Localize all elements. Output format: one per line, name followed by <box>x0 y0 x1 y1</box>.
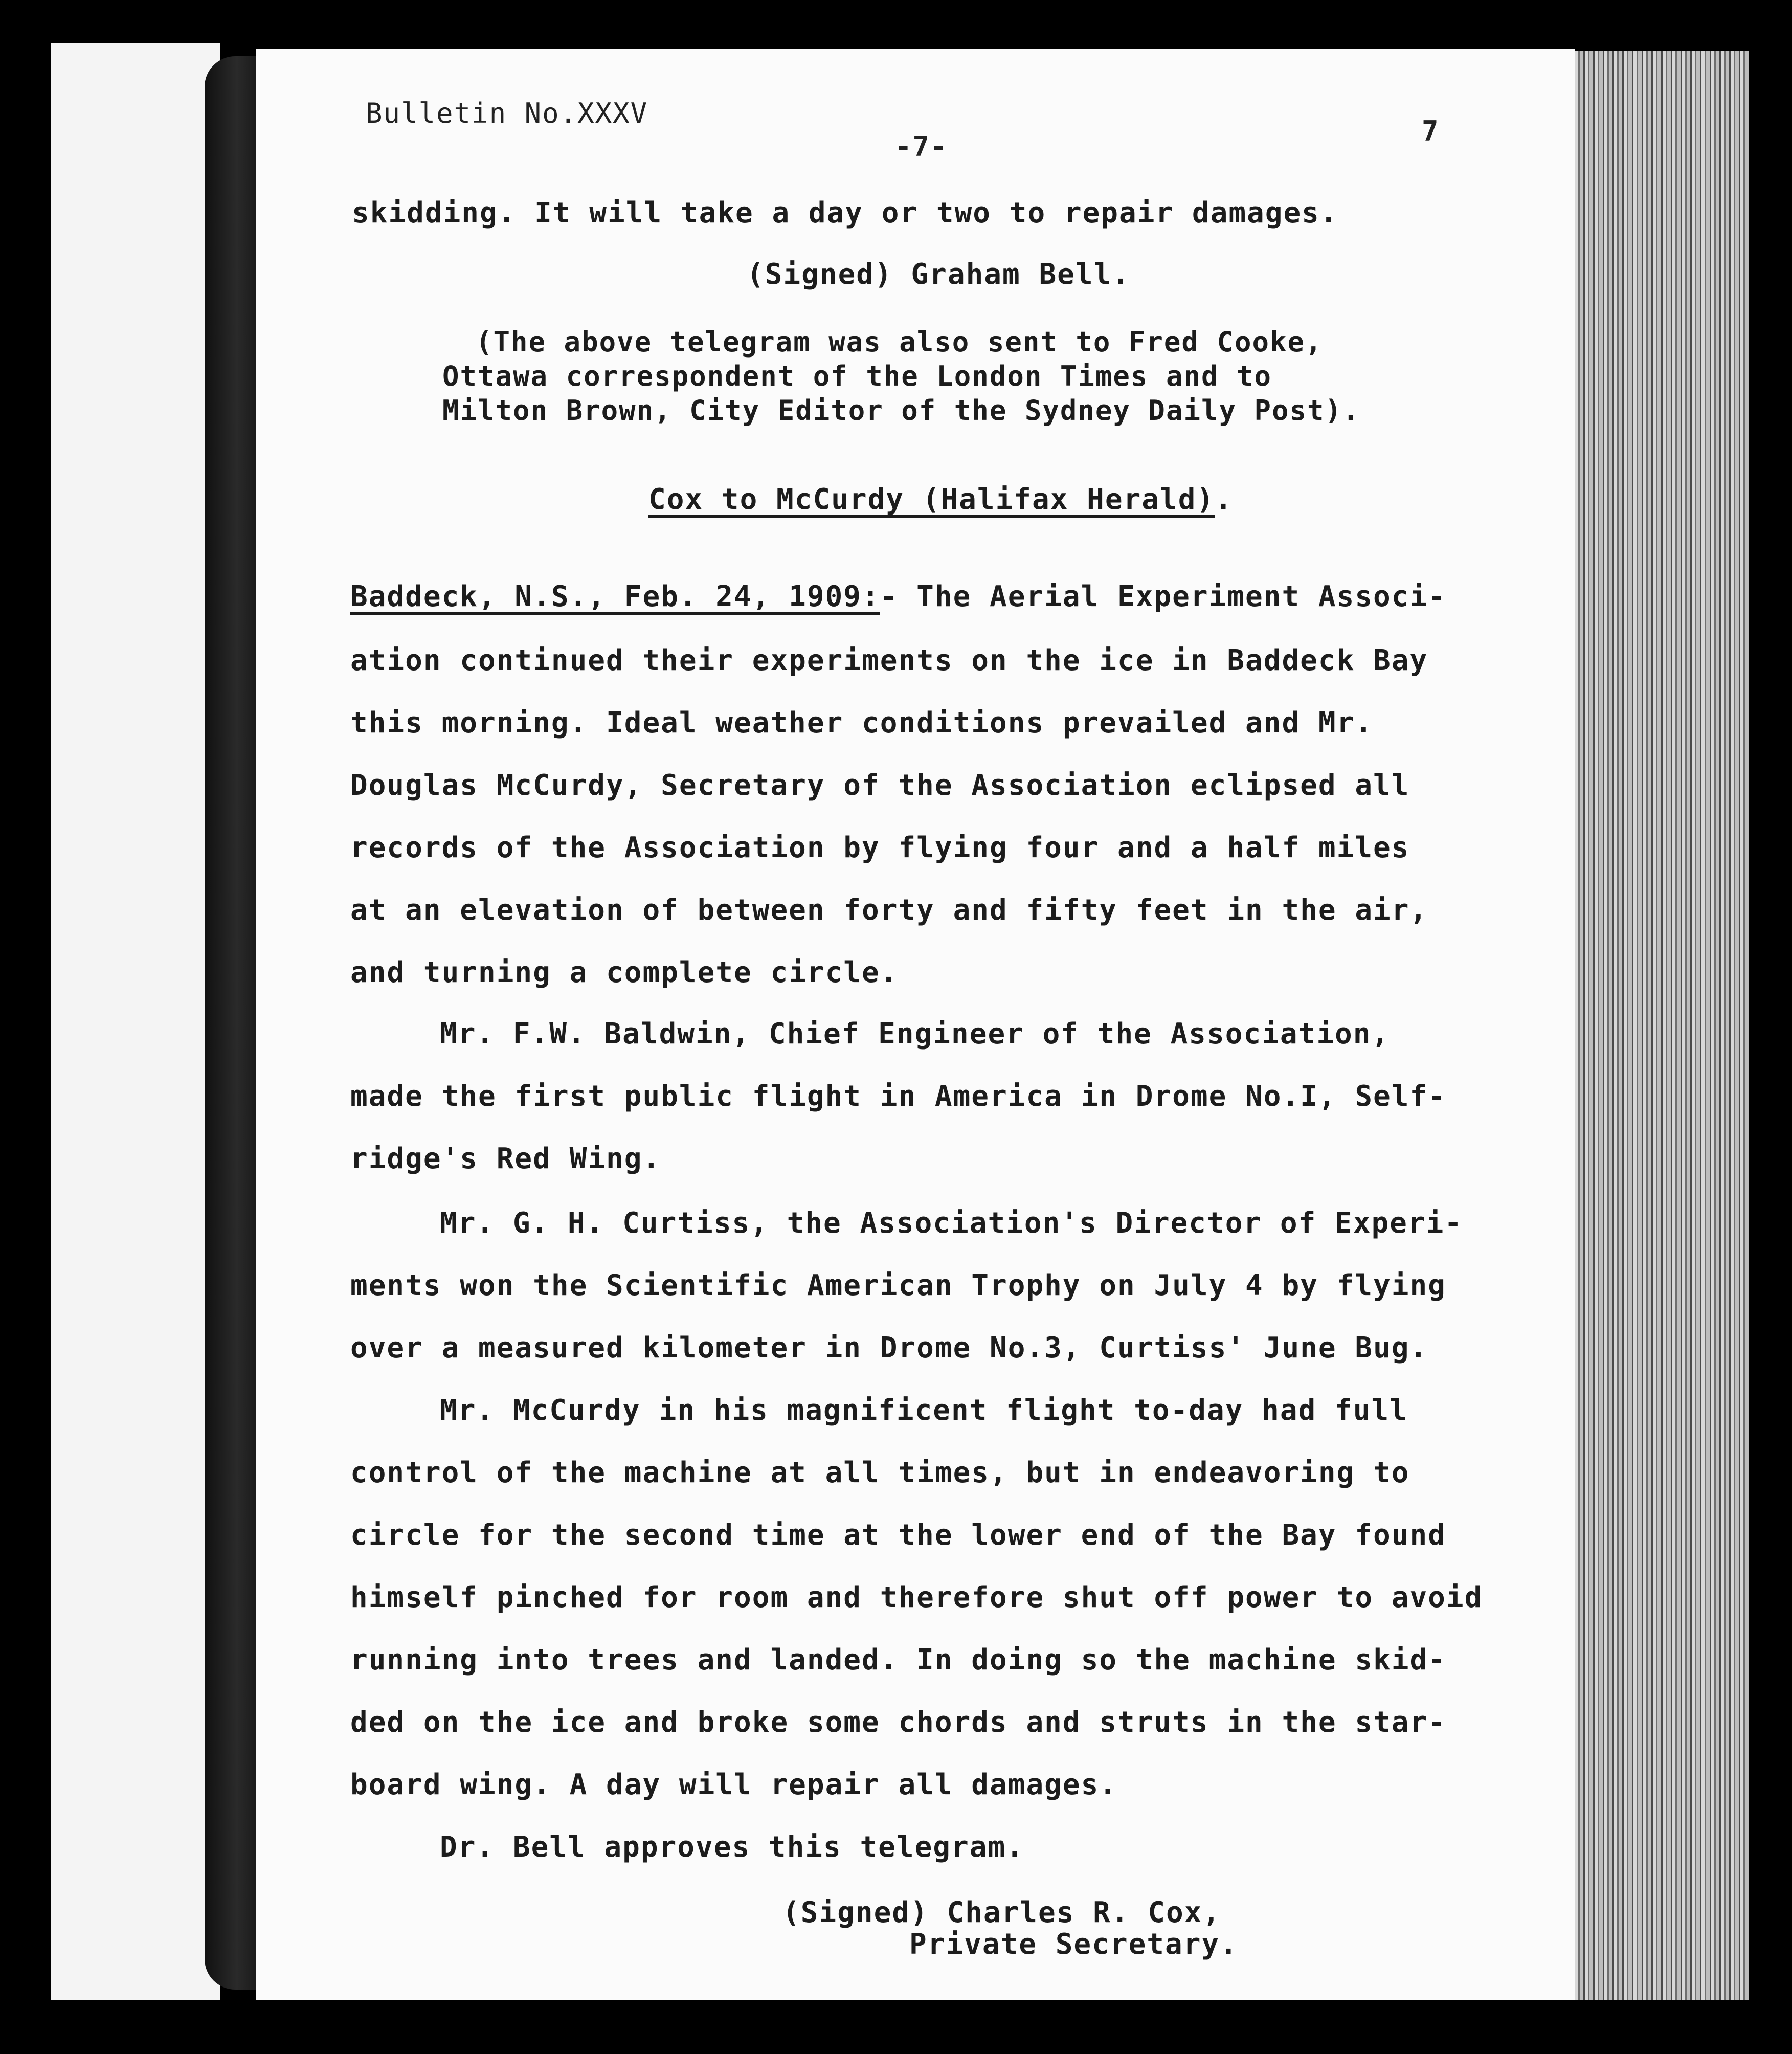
telegram2-body-line-5: at an elevation of between forty and fifty feet in the air, <box>350 894 1428 927</box>
telegram1-closing-line: skidding. It will take a day or two to repair damages. <box>352 196 1338 230</box>
telegram2-body-line-15: circle for the second time at the lower end of the Bay found <box>350 1519 1446 1552</box>
telegram2-body-line-12: over a measured kilometer in Drome No.3, Curtiss' June Bug. <box>350 1331 1428 1365</box>
telegram2-body-line-1: ation continued their experiments on the ice in Baddeck Bay <box>350 644 1428 677</box>
telegram2-body-line-20: Dr. Bell approves this telegram. <box>440 1830 1024 1864</box>
telegram2-body-line-19: board wing. A day will repair all damages. <box>350 1768 1118 1801</box>
page-edges <box>1575 51 1749 2000</box>
telegram2-body-line-0: - The Aerial Experiment Associ- <box>880 580 1446 613</box>
telegram2-body-line-6: and turning a complete circle. <box>350 956 899 989</box>
left-page-strip <box>51 43 220 2000</box>
bulletin-label: Bulletin No.XXXV <box>366 97 648 129</box>
telegram2-body-line-16: himself pinched for room and therefore shut off power to avoid <box>350 1581 1483 1614</box>
telegram2-heading-text: Cox to McCurdy (Halifax Herald) <box>648 483 1215 516</box>
right-border <box>1749 0 1792 2054</box>
telegram2-dateline: Baddeck, N.S., Feb. 24, 1909: <box>350 580 880 613</box>
telegram1-note-line-3: Milton Brown, City Editor of the Sydney Daily Post). <box>442 394 1360 427</box>
telegram2-body-line-18: ded on the ice and broke some chords and struts in the star- <box>350 1706 1446 1739</box>
telegram2-body-line-3: Douglas McCurdy, Secretary of the Association eclipsed all <box>350 769 1410 802</box>
telegram2-body-line-10: Mr. G. H. Curtiss, the Association's Director of Experi- <box>440 1207 1463 1240</box>
telegram1-signature: (Signed) Graham Bell. <box>747 258 1131 291</box>
telegram2-heading <box>648 483 1233 516</box>
telegram2-signature-title: Private Secretary. <box>909 1928 1238 1961</box>
telegram2-first-line <box>350 581 1446 613</box>
telegram1-note-line-2: Ottawa correspondent of the London Times and to <box>442 360 1272 392</box>
center-page-number: -7- <box>895 130 948 163</box>
telegram2-body-line-8: made the first public flight in America in Drome No.I, Self- <box>350 1080 1446 1113</box>
telegram2-body-line-14: control of the machine at all times, but in endeavoring to <box>350 1456 1410 1489</box>
telegram2-body-line-7: Mr. F.W. Baldwin, Chief Engineer of the Association, <box>440 1017 1390 1051</box>
telegram2-body-line-2: this morning. Ideal weather conditions prevailed and Mr. <box>350 706 1374 740</box>
corner-page-number: 7 <box>1422 115 1440 147</box>
telegram2-body-line-9: ridge's Red Wing. <box>350 1142 661 1175</box>
telegram2-signature: (Signed) Charles R. Cox, <box>782 1896 1221 1929</box>
telegram2-body-line-13: Mr. McCurdy in his magnificent flight to-day had full <box>440 1394 1408 1427</box>
telegram2-heading-period: . <box>1215 483 1233 516</box>
telegram2-body-line-17: running into trees and landed. In doing so the machine skid- <box>350 1643 1446 1677</box>
telegram1-note-line-1: (The above telegram was also sent to Fred Cooke, <box>476 326 1323 358</box>
telegram2-body-line-4: records of the Association by flying four and a half miles <box>350 831 1410 864</box>
telegram2-body-line-11: ments won the Scientific American Trophy on July 4 by flying <box>350 1269 1446 1302</box>
